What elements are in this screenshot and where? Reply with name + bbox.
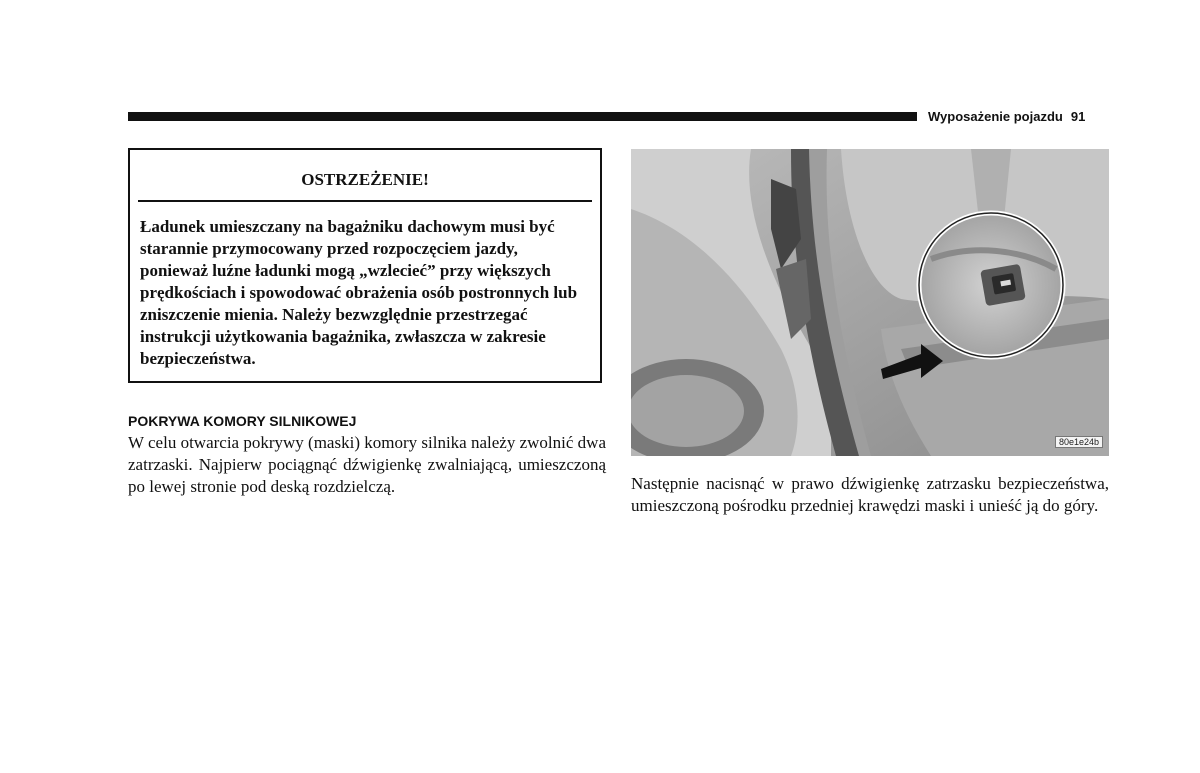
header bbox=[928, 109, 1085, 124]
section-title: Wyposażenie pojazdu bbox=[928, 109, 1063, 124]
section-heading: POKRYWA KOMORY SILNIKOWEJ bbox=[128, 413, 357, 429]
page-number: 91 bbox=[1070, 109, 1086, 124]
warning-divider bbox=[138, 200, 592, 202]
hood-release-illustration bbox=[631, 149, 1109, 456]
figure-code: 80e1e24b bbox=[1055, 436, 1103, 448]
illustration-svg bbox=[631, 149, 1109, 456]
caption-text: Następnie nacisnąć w prawo dźwigienkę zatrzasku bezpieczeństwa, umieszczoną pośrodku przedniej krawędzi maski i unieść ją do góry. bbox=[631, 474, 1109, 515]
warning-box bbox=[128, 148, 602, 383]
section-body-text: W celu otwarcia pokrywy (maski) komory silnika należy zwolnić dwa zatrzaski. Najpierw pociągnąć dźwigienkę zwalniającą, umieszczoną po lewej stronie pod deską rozdzielczą. bbox=[128, 433, 606, 496]
warning-title: OSTRZEŻENIE! bbox=[301, 170, 429, 189]
warning-text: Ładunek umieszczany na bagażniku dachowym musi być starannie przymocowany przed rozpoczęciem jazdy, ponieważ luźne ładunki mogą „wzlecieć” przy większych prędkościach i spowodować obrażenia osób postronnych lub zniszczenie mienia. Należy bezwzględnie przestrzegać instrukcji użytkowania bagażnika, zwłaszcza w zakresie bezpieczeństwa. bbox=[140, 217, 578, 368]
header-rule bbox=[128, 112, 917, 121]
